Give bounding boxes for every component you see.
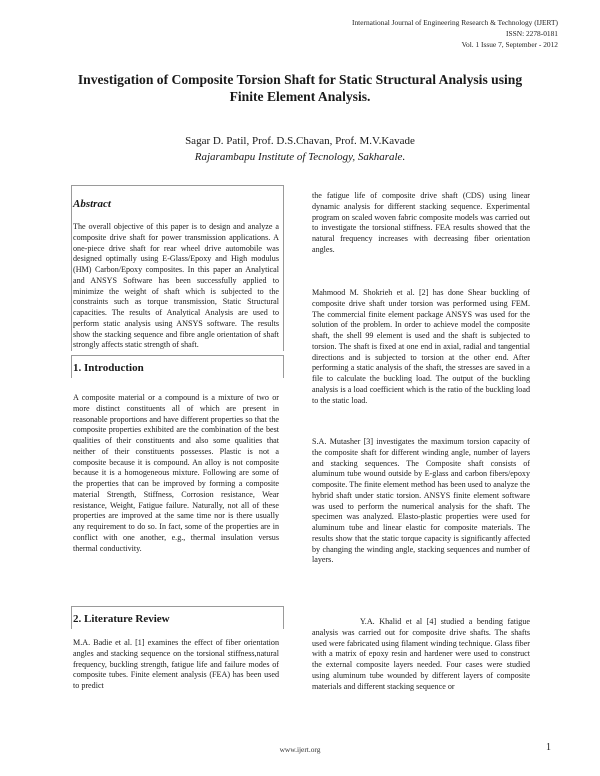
journal-volume: Vol. 1 Issue 7, September - 2012 [461,40,558,50]
paper-affiliation: Rajarambapu Institute of Tecnology, Sakharale. [194,151,406,163]
journal-header [352,17,558,51]
khalid-paragraph: Y.A. Khalid et al [4] studied a bending fatigue analysis was carried out for composite drive shafts. The shafts used were fabricated using filament winding technique. Glass fiber with a matrix of epoxy resin and hardener were used to construct the external composite layers needed. Four cases were studied using aluminum tube wounded by different layers of composite materials and different stacking sequence or [312,617,530,691]
literature-review-heading: 2. Literature Review [73,613,170,625]
footer-url[interactable]: www.ijert.org [279,745,321,754]
introduction-heading: 1. Introduction [73,362,144,374]
literature-review-text: M.A. Badie et al. [1] examines the effect of fiber orientation angles and stacking sequence on the torsional stiffness,natural frequency, buckling strength, fatigue life and failure modes of composite tubes. Finite element analysis (FEA) has been used to predict [73,638,279,690]
page-number: 1 [546,742,551,753]
journal-name: International Journal of Engineering Research & Technology (IJERT) [352,18,558,27]
introduction-text: A composite material or a compound is a mixture of two or more distinct constituents all of which are present in reasonable proportions and have different properties so that the composite properties exhibited are the combination of the best qualities of their constituents and also some qualities that neither of their constituents possesses. Plastic is not a composite because it is compound. An alloy is not composite because it is a homogeneous mixture. Following are some of the properties that can be improved by forming a composite material Strength, Stiffness, Corrosion resistance, Wear resistance, Weight, Fatigue failure. Naturally, not all of these properties are improved at the same time nor is there usually any requirement to do so. In fact, some of the properties are in conflict with one another, e.g., thermal insulation versus thermal conductivity. [73,393,279,553]
abstract-text: The overall objective of this paper is to design and analyze a composite drive shaft for power transmission applications. A one-piece drive shaft for rear wheel drive automobile was designed optimally using E-Glass/Epoxy and High modulus (HM) Carbon/Epoxy composites. In this paper an Analytical and ANSYS Software has been successfully applied to minimize the weight of shaft which is subjected to the constraints such as torque transmission, Static Structural capacities. The results of Analytical Analysis are used to perform static analysis using ANSYS software. The results show the stacking sequence and fibre angle orientation of shaft strongly affects static strength of shaft. [73,222,279,350]
abstract-heading: Abstract [73,198,111,210]
mutasher-paragraph: S.A. Mutasher [3] investigates the maximum torsion capacity of the composite shaft for different winding angle, number of layers and stacking sequences. The Composite shaft consists of aluminum tube wound outside by E-glass and carbon fibers/epoxy composite. The finite element method has been used to analyze the hybrid shaft under static torsion. ANSYS finite element software was used to perform the numerical analysis for the shaft. The specimen was analyzed. Elasto-plastic properties were used for aluminum tube and linear elastic for composite materials. The results show that the static torque capacity is significantly affected by changing the winding angle, stacking sequences and number of layers. [312,437,530,565]
paper-title: Investigation of Composite Torsion Shaft for Static Structural Analysis using Finite Element Analysis. [77,72,523,104]
journal-issn: ISSN: 2278-0181 [506,29,558,39]
shokrieh-paragraph: Mahmood M. Shokrieh et al. [2] has done Shear buckling of composite drive shaft under torsion was performed using FEM. The commercial finite element package ANSYS was used for the solution of the problem. In order to achieve model the composite shaft, the shell 99 element is used and the shaft is subjected to torsion. The shaft is fixed at one end in axial, radial and tangential directions and is subjected to torsion at the other end. After performing a static analysis of the shaft, the stresses are saved in a file to calculate the buckling load. The output of the buckling analysis is a load coefficient which is the ratio of the buckling load to the static load. [312,288,530,405]
paper-authors: Sagar D. Patil, Prof. D.S.Chavan, Prof. M.V.Kavade [185,135,415,147]
literature-review-continued: the fatigue life of composite drive shaft (CDS) using linear dynamic analysis for different stacking sequence. Experimental program on scaled woven fabric composite models was carried out to investigate the torsional stiffness. FEA results showed that the natural frequency increases with decreasing fiber orientation angles. [312,191,530,254]
